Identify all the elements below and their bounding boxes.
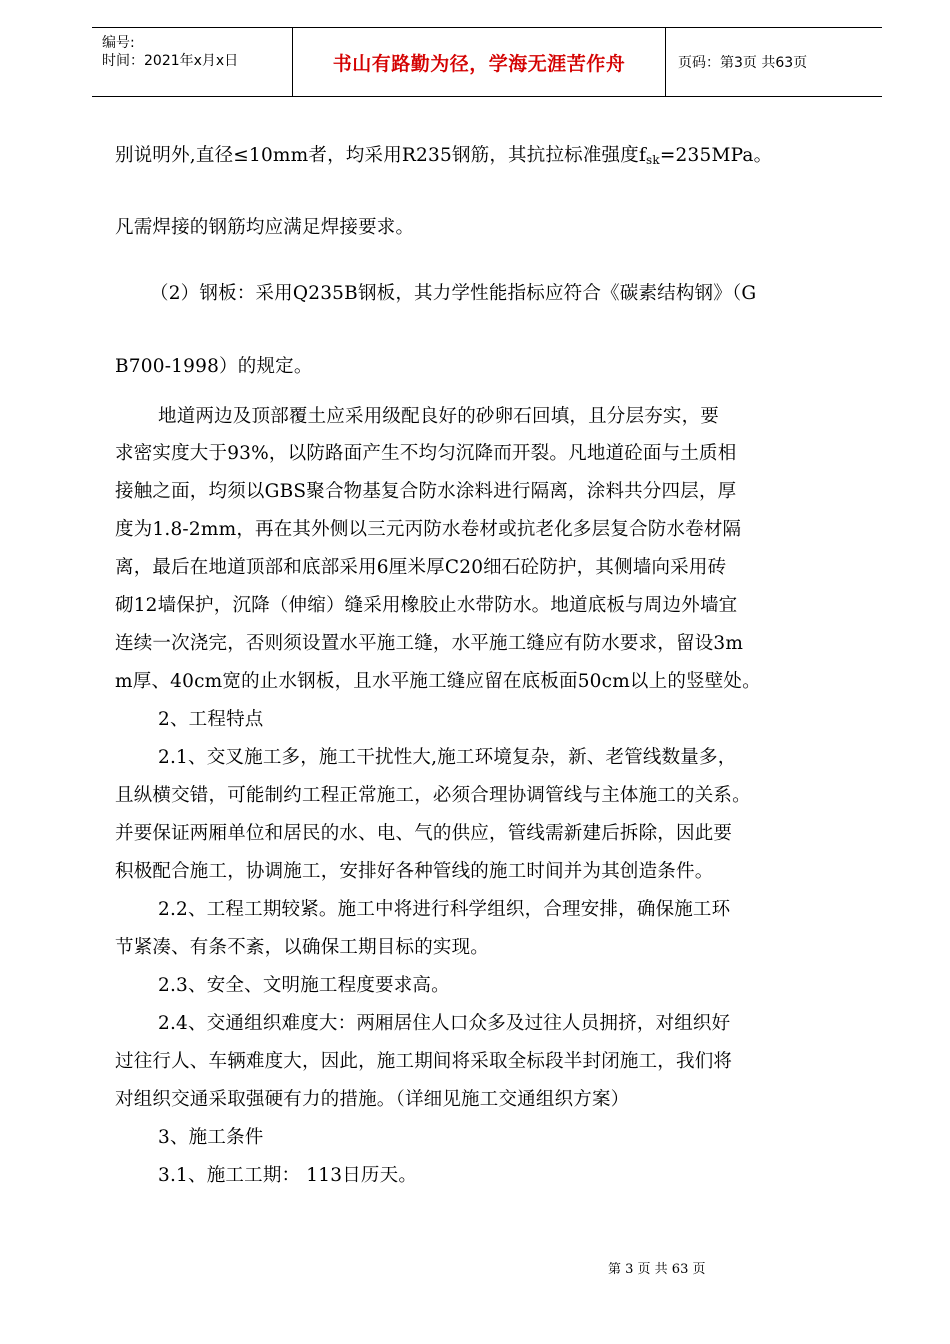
body-line: 2.1、交叉施工多，施工干扰性大,施工环境复杂，新、老管线数量多， (158, 747, 737, 768)
body-line (115, 141, 772, 167)
body-line: 连续一次浇完，否则须设置水平施工缝，水平施工缝应有防水要求，留设3m (115, 633, 744, 654)
body-line: 2.3、安全、文明施工程度要求高。 (158, 975, 450, 996)
body-line: 砌12墙保护，沉降（伸缩）缝采用橡胶止水带防水。地道底板与周边外墙宜 (115, 595, 738, 616)
body-line: 过往行人、车辆难度大，因此，施工期间将采取全标段半封闭施工，我们将 (115, 1051, 733, 1072)
header-info-cell (92, 28, 293, 96)
body-line: 离，最后在地道顶部和底部采用6厘米厚C20细石砼防护，其侧墙向采用砖 (115, 557, 727, 578)
body-line: m厚、40cm宽的止水钢板，且水平施工缝应留在底板面50cm以上的竖壁处。 (115, 671, 761, 692)
body-line: 2.4、交通组织难度大：两厢居住人口众多及过往人员拥挤，对组织好 (158, 1013, 731, 1034)
document-number-label: 编号: (102, 35, 135, 51)
text-span: =235MPa。 (659, 145, 773, 166)
body-line: 地道两边及顶部覆土应采用级配良好的砂卵石回填，且分层夯实，要 (158, 406, 720, 427)
body-line: 节紧凑、有条不紊，以确保工期目标的实现。 (115, 937, 490, 958)
body-line: 凡需焊接的钢筋均应满足焊接要求。 (115, 217, 415, 238)
page-header (92, 27, 882, 97)
body-line: 度为1.8-2mm，再在其外侧以三元丙防水卷材或抗老化多层复合防水卷材隔 (115, 519, 742, 540)
body-line: 2.2、工程工期较紧。施工中将进行科学组织，合理安排，确保施工环 (158, 899, 731, 920)
body-line: 积极配合施工，协调施工，安排好各种管线的施工时间并为其创造条件。 (115, 861, 714, 882)
document-time-label: 时间：2021年x月x日 (102, 53, 239, 69)
header-motto-cell (293, 28, 666, 96)
body-line: 3.1、施工工期： 113日历天。 (158, 1165, 418, 1186)
body-line: 求密实度大于93%，以防路面产生不均匀沉降而开裂。凡地道砼面与土质相 (115, 443, 737, 464)
subscript-span: sk (646, 153, 660, 167)
body-line: 且纵横交错，可能制约工程正常施工，必须合理协调管线与主体施工的关系。 (115, 785, 751, 806)
body-line: 并要保证两厢单位和居民的水、电、气的供应，管线需新建后拆除，因此要 (115, 823, 733, 844)
section-heading: 3、施工条件 (158, 1127, 264, 1148)
body-line: （2）钢板：采用Q235B钢板，其力学性能指标应符合《碳素结构钢》（G (150, 283, 757, 304)
header-motto: 书山有路勤为径，学海无涯苦作舟 (332, 53, 626, 75)
body-line: 接触之面，均须以GBS聚合物基复合防水涂料进行隔离，涂料共分四层，厚 (115, 481, 737, 502)
text-span: 别说明外,直径≤10mm者，均采用R235钢筋，其抗拉标准强度f (115, 145, 646, 166)
header-page-number: 页码：第3页 共63页 (678, 55, 808, 71)
body-line: B700-1998）的规定。 (115, 356, 313, 377)
header-page-cell (666, 28, 882, 96)
section-heading: 2、工程特点 (158, 709, 264, 730)
page-footer: 第 3 页 共 63 页 (608, 1262, 706, 1277)
body-line: 对组织交通采取强硬有力的措施。（详细见施工交通组织方案） (115, 1089, 630, 1110)
